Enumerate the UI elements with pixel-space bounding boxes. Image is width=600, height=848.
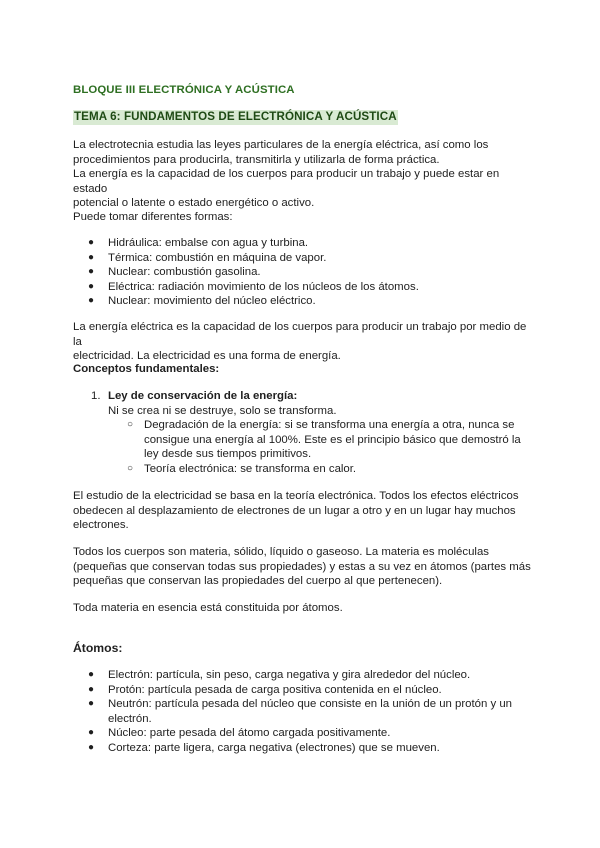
concepts-heading: Conceptos fundamentales: (73, 363, 220, 375)
forms-list (73, 236, 513, 309)
text-line: La energía es la capacidad de los cuerpos para producir un trabajo y puede estar en estado (73, 168, 500, 195)
bullet-icon: ● (88, 251, 95, 263)
text-line: electricidad. La electricidad es una forma de energía. (73, 350, 341, 363)
list-item: ○ Teoría electrónica: se transforma en calor. (127, 462, 357, 475)
numbered-item (91, 389, 521, 404)
text-line: procedimientos para producirla, transmitirla y utilizarla de forma práctica. (73, 153, 440, 166)
bullet-icon: ● (88, 237, 95, 248)
bullet-icon: ● (88, 295, 95, 307)
concepts-sublist (126, 418, 526, 476)
item-text: Ni se crea ni se destruye, solo se transforma. (108, 405, 337, 417)
text-line: La energía eléctrica es la capacidad de los cuerpos para producir un trabajo por medio de la (73, 321, 527, 348)
list-item: ● Electrón: partícula, sin peso, carga negativa y gira alrededor del núcleo. (88, 669, 471, 681)
ring-bullet-icon: ○ (127, 462, 134, 474)
bullet-icon: ● (88, 669, 95, 680)
bullet-icon: ● (88, 266, 95, 278)
atoms-heading: Átomos: (73, 641, 123, 655)
text-line: Todos los cuerpos son materia, sólido, líquido o gaseoso. La materia es moléculas (73, 546, 489, 558)
text-line: obedecen al desplazamiento de electrones de un lugar a otro y en un lugar hay muchos (73, 504, 516, 517)
list-item: ● Térmica: combustión en máquina de vapor. (88, 251, 327, 264)
list-item: ● Protón: partícula pesada de carga positiva contenida en el núcleo. (88, 683, 442, 696)
list-item: ● Neutrón: partícula pesada del núcleo que consiste en la unión de un protón y un electrón. (88, 698, 513, 725)
atoms-list (73, 668, 513, 756)
theory-paragraph (73, 489, 533, 533)
list-item: ● Nuclear: combustión gasolina. (88, 266, 261, 279)
text-line: electrones. (73, 519, 129, 532)
ring-bullet-icon: ○ (127, 419, 134, 430)
intro-paragraph (73, 138, 533, 211)
block-title: BLOQUE III ELECTRÓNICA Y ACÚSTICA (73, 84, 295, 96)
bullet-icon: ● (88, 727, 95, 739)
bullet-icon: ● (88, 683, 95, 695)
list-item: ● Nuclear: movimiento del núcleo eléctrico. (88, 295, 316, 308)
item-number: 1. (91, 390, 101, 402)
text-line: El estudio de la electricidad se basa en la teoría electrónica. Todos los efectos eléctricos (73, 490, 519, 502)
list-item: ● Núcleo: parte pesada del átomo cargada positivamente. (88, 727, 391, 740)
item-title: Ley de conservación de la energía: (108, 390, 298, 402)
atoms-paragraph: Toda materia en esencia está constituida por átomos. (73, 602, 343, 614)
electric-energy-paragraph (73, 320, 533, 364)
bullet-icon: ● (88, 280, 95, 292)
text-line: potencial o latente o estado energético o activo. (73, 197, 315, 210)
list-item: ○ Degradación de la energía: si se transforma una energía a otra, nunca se consigue una energía al 100%. Este es el principio básico que demostró la ley desde sus tiempos primitivos. (127, 419, 521, 461)
text-line: La electrotecnia estudia las leyes particulares de la energía eléctrica, así como los (73, 139, 489, 151)
matter-paragraph (73, 545, 533, 589)
bullet-icon: ● (88, 698, 95, 710)
text-line: (pequeñas que conservan todas sus propiedades) y estas a su vez en átomos (partes más (73, 560, 531, 573)
list-item: ● Hidráulica: embalse con agua y turbina. (88, 237, 309, 249)
list-item: ● Eléctrica: radiación movimiento de los núcleos de los átomos. (88, 280, 419, 293)
text-line: pequeñas que conservan las propiedades del cuerpo al que pertenecen). (73, 575, 443, 588)
tema-title: TEMA 6: FUNDAMENTOS DE ELECTRÓNICA Y ACÚSTICA (74, 110, 397, 123)
list-item: ● Corteza: parte ligera, carga negativa (electrones) que se mueven. (88, 741, 440, 754)
forms-intro: Puede tomar diferentes formas: (73, 211, 233, 223)
bullet-icon: ● (88, 741, 95, 753)
